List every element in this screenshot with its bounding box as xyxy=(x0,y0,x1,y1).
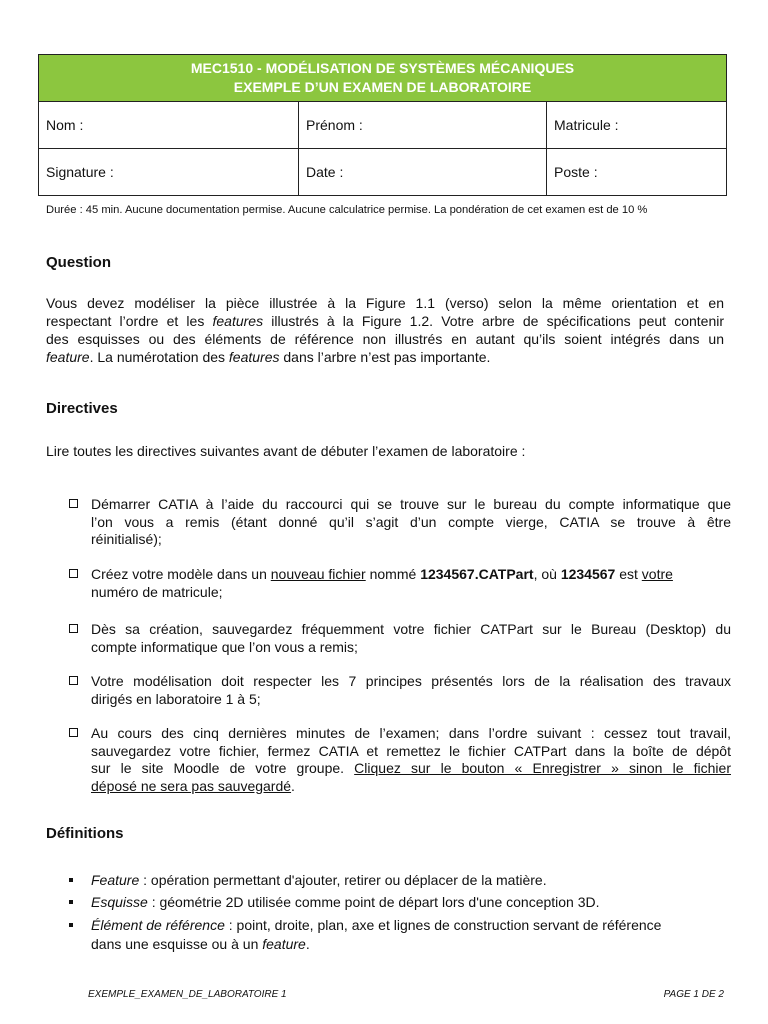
checkbox-icon xyxy=(69,624,78,633)
checkbox-icon xyxy=(69,499,78,508)
poste-field: Poste : xyxy=(547,149,727,196)
footer-document-name: EXEMPLE_EXAMEN_DE_LABORATOIRE 1 xyxy=(88,989,287,1000)
footer-page-number: PAGE 1 DE 2 xyxy=(663,989,724,1000)
course-title: MEC1510 - MODÉLISATION DE SYSTÈMES MÉCANIQUES xyxy=(190,60,575,76)
exam-subtitle: EXEMPLE D’UN EXAMEN DE LABORATOIRE xyxy=(233,79,532,95)
definitions-heading: Définitions xyxy=(46,825,124,842)
prenom-field: Prénom : xyxy=(299,102,547,149)
signature-field: Signature : xyxy=(39,149,299,196)
bullet-icon xyxy=(69,923,73,927)
exam-title-cell xyxy=(39,55,727,102)
question-heading: Question xyxy=(46,254,112,271)
directives-intro: Lire toutes les directives suivantes avant de débuter l’examen de laboratoire : xyxy=(46,443,526,459)
date-field: Date : xyxy=(299,149,547,196)
bullet-icon xyxy=(69,900,73,904)
bullet-icon xyxy=(69,878,73,882)
exam-header-table xyxy=(38,54,727,196)
nom-field: Nom : xyxy=(39,102,299,149)
checkbox-icon xyxy=(69,676,78,685)
directives-heading: Directives xyxy=(46,400,118,417)
document-page: MEC1510 - MODÉLISATION DE SYSTÈMES MÉCANIQUES EXEMPLE D’UN EXAMEN DE LABORATOIRE Nom : Prénom : Matricule : Signature : Date : Poste : Durée : 45 min. Aucune documentation permise. Aucune calculatrice permise. La pondération de cet examen est de 10 % Question Vous devez modéliser la pièce illustrée à la Figure 1.1 (verso) selon la même orientation et en respectant l’ordre et les features illustrés à la Figure 1.2. Votre arbre de spécifications peut contenir des esquisses ou des éléments de référence non illustrés en autant qu’ils soient intégrés dans un feature. La numérotation des features dans l’arbre n’est pas importante. Directives Lire toutes les directives suivantes avant de débuter l’examen de laboratoire : Démarrer CATIA à l’aide du raccourci qui se trouve sur le bureau du compte informatique que l’on vous a remis (étant donné qu’il s’agit d’un compte vierge, CATIA se trouve à être réinitialisé); Créez votre modèle dans un nouveau fichier nommé 1234567.CATPart, où 1234567 est votre numéro de matricule; Dès sa création, sauvegardez fréquemment votre fichier CATPart sur le Bureau (Desktop) du compte informatique que l’on vous a remis; Votre modélisation doit respecter les 7 principes présentés lors de la réalisation des travaux dirigés en laboratoire 1 à 5; Au cours des cinq dernières minutes de l’examen; dans l’ordre suivant : cessez tout travail, sauvegardez votre fichier, fermez CATIA et remettez le fichier CATPart dans la boîte de dépôt sur le site Moodle de votre groupe. Cliquez sur le bouton « Enregistrer » sinon le fichier déposé ne sera pas sauvegardé. Définitions Feature : opération permettant d'ajouter, retirer ou déplacer de la matière. Esquisse : géométrie 2D utilisée comme point de départ lors d'une conception 3D. Élément de référence : point, droite, plan, axe et lignes de construction servant de référence dans une esquisse ou à un feature. EXEMPLE_EXAMEN_DE_LABORATOIRE 1 PAGE 1 DE 2 xyxy=(0,0,768,1024)
duration-note: Durée : 45 min. Aucune documentation permise. Aucune calculatrice permise. La pondération de cet examen est de 10 % xyxy=(46,204,648,216)
checkbox-icon xyxy=(69,728,78,737)
matricule-field: Matricule : xyxy=(547,102,727,149)
checkbox-icon xyxy=(69,569,78,578)
question-paragraph: Vous devez modéliser la pièce illustrée à la Figure 1.1 (verso) selon la même orientation et en respectant l’ordre et les features illustrés à la Figure 1.2. Votre arbre de spécifications peut contenir des esquisses ou des éléments de référence non illustrés en autant qu’ils soient intégrés dans un feature. La numérotation des features dans l’arbre n’est pas importante. xyxy=(46,295,725,365)
